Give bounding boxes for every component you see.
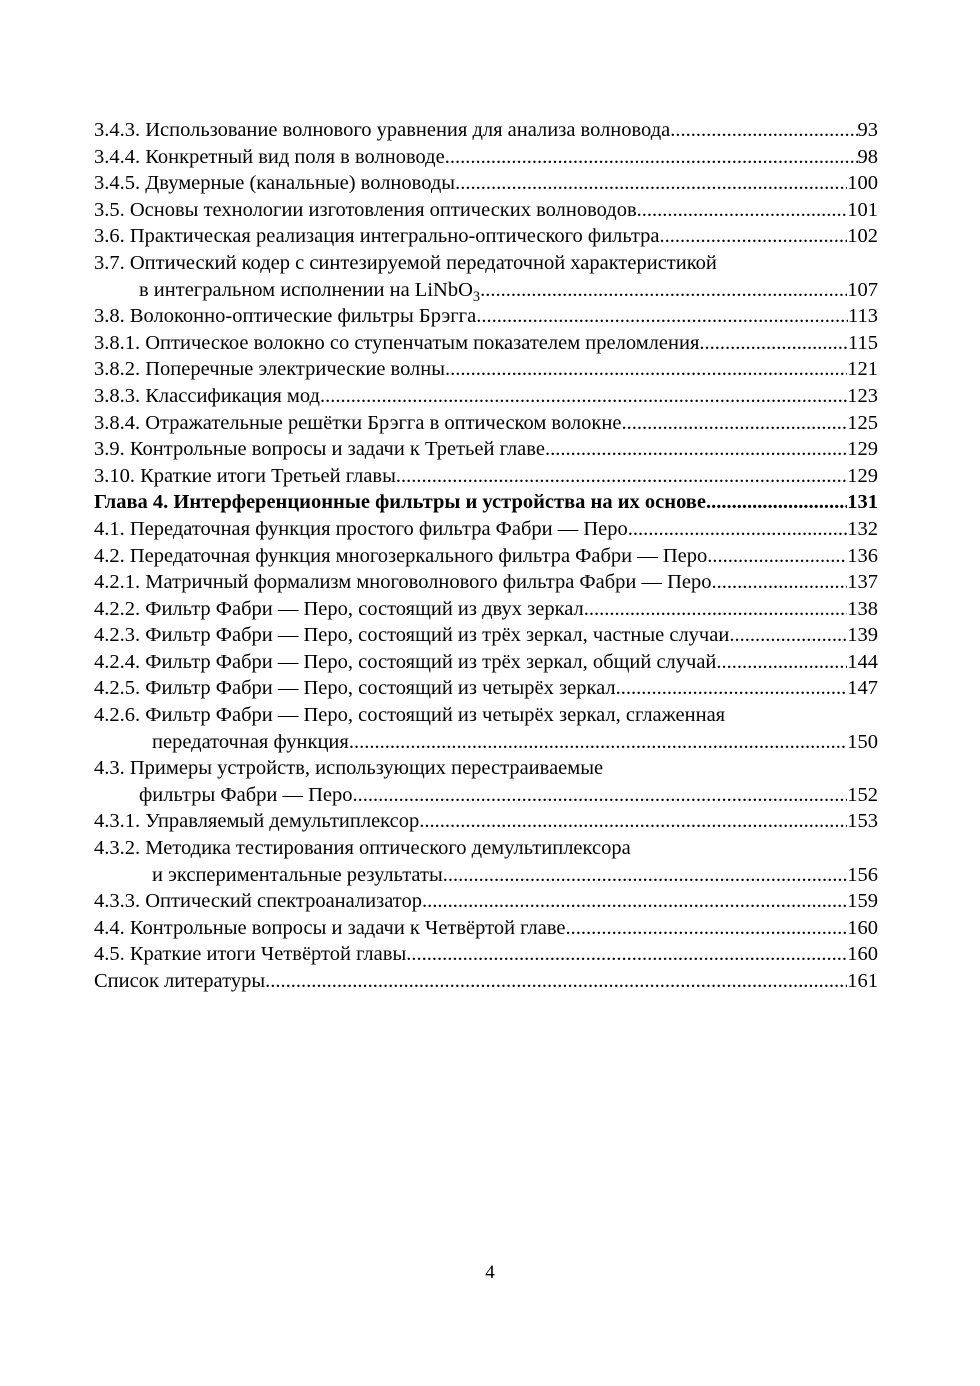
- toc-entry-page: 161: [847, 970, 878, 992]
- toc-entry-page: 102: [847, 225, 878, 248]
- toc-entry-continuation: [94, 782, 878, 809]
- table-of-contents: [94, 117, 878, 995]
- toc-leader-dots: [628, 516, 847, 543]
- toc-entry-continuation: [94, 729, 878, 756]
- toc-leader-dots: [396, 463, 847, 490]
- toc-entry: [94, 915, 878, 942]
- toc-entry-title: 4.3. Примеры устройств, использующих перестраиваемые: [94, 757, 604, 780]
- toc-entry: [94, 170, 878, 197]
- toc-entry: [94, 596, 878, 623]
- toc-entry-page: 153: [847, 810, 878, 833]
- toc-leader-dots: [265, 968, 847, 995]
- toc-entry: [94, 755, 878, 782]
- toc-entry: [94, 702, 878, 729]
- toc-leader-dots: [455, 170, 847, 197]
- toc-entry-page: 156: [847, 863, 878, 886]
- toc-entry-page: 137: [847, 571, 878, 594]
- toc-leader-dots: [320, 383, 847, 410]
- toc-entry: [94, 250, 878, 277]
- toc-entry: [94, 516, 878, 543]
- toc-leader-dots: [406, 941, 847, 968]
- toc-entry-title: 3.8.4. Отражательные решётки Брэгга в оптическом волокне: [94, 411, 622, 434]
- toc-entry-title: 4.2.5. Фильтр Фабри — Перо, состоящий из четырёх зеркал: [94, 677, 616, 700]
- toc-entry-title: 4.5. Краткие итоги Четвёртой главы: [94, 943, 407, 966]
- toc-entry-page: 121: [847, 358, 878, 381]
- toc-entry: [94, 356, 878, 383]
- toc-leader-dots: [584, 596, 847, 623]
- toc-entry: [94, 968, 878, 995]
- toc-entry: [94, 330, 878, 357]
- toc-entry-page: 113: [848, 305, 878, 328]
- toc-entry-page: 159: [847, 890, 878, 913]
- toc-entry-page: 147: [847, 677, 878, 700]
- toc-entry-page: 115: [848, 331, 878, 354]
- toc-entry-page: 150: [847, 730, 878, 753]
- toc-entry-page: 101: [847, 198, 878, 221]
- toc-leader-dots: [621, 410, 847, 437]
- toc-leader-dots: [707, 543, 847, 570]
- toc-entry-title: 4.2.4. Фильтр Фабри — Перо, состоящий из трёх зеркал, общий случай: [94, 650, 717, 673]
- toc-entry-page: 129: [847, 464, 878, 487]
- toc-leader-dots: [637, 197, 848, 224]
- toc-entry-title: 4.2.2. Фильтр Фабри — Перо, состоящий из двух зеркал: [94, 597, 584, 620]
- toc-entry: [94, 463, 878, 490]
- toc-entry-title: 4.3.3. Оптический спектроанализатор: [94, 890, 422, 913]
- toc-entry-title: 3.7. Оптический кодер с синтезируемой передаточной характеристикой: [94, 251, 717, 274]
- page-number: 4: [485, 1262, 495, 1283]
- toc-entry-title: 4.2.3. Фильтр Фабри — Перо, состоящий из трёх зеркал, частные случаи: [94, 624, 730, 647]
- toc-entry: [94, 383, 878, 410]
- toc-entry-page: 125: [847, 411, 878, 434]
- toc-entry-title: 3.8.3. Классификация мод: [94, 384, 320, 407]
- toc-entry-title: 3.4.5. Двумерные (канальные) волноводы: [94, 172, 456, 195]
- toc-entry-title: передаточная функция: [152, 730, 349, 753]
- toc-leader-dots: [616, 675, 848, 702]
- toc-entry-title: в интегральном исполнении на LiNbO$_3$: [139, 278, 481, 305]
- toc-entry: [94, 436, 878, 463]
- toc-leader-dots: [706, 489, 847, 516]
- toc-entry-title: и экспериментальные результаты: [152, 863, 443, 886]
- toc-entry-title: 4.2.6. Фильтр Фабри — Перо, состоящий из четырёх зеркал, сглаженная: [94, 704, 726, 727]
- toc-entry: [94, 675, 878, 702]
- toc-leader-dots: [443, 862, 848, 889]
- toc-entry-title: 3.8. Волоконно-оптические фильтры Брэгга: [94, 305, 477, 328]
- toc-entry-title: 3.4.3. Использование волнового уравнения для анализа волновода: [94, 119, 671, 141]
- toc-leader-dots: [699, 330, 848, 357]
- toc-leader-dots: [729, 622, 847, 649]
- toc-leader-dots: [660, 223, 848, 250]
- toc-entry: [94, 941, 878, 968]
- toc-entry-page: 152: [847, 783, 878, 806]
- toc-leader-dots: [712, 569, 848, 596]
- toc-chapter-heading: [94, 489, 878, 516]
- toc-entry: [94, 808, 878, 835]
- toc-leader-dots: [476, 303, 848, 330]
- toc-entry: [94, 117, 878, 144]
- toc-entry-page: 107: [847, 278, 878, 301]
- toc-leader-dots: [545, 436, 847, 463]
- toc-entry-title: 4.1. Передаточная функция простого фильтра Фабри — Перо: [94, 517, 628, 540]
- toc-entry-title: 4.2. Передаточная функция многозеркального фильтра Фабри — Перо: [94, 544, 708, 567]
- toc-entry-page: 100: [847, 172, 878, 195]
- toc-entry-page: 98: [857, 145, 878, 168]
- toc-entry-page: 132: [847, 517, 878, 540]
- toc-leader-dots: [419, 808, 847, 835]
- toc-entry-page: 138: [847, 597, 878, 620]
- toc-entry-page: 139: [847, 624, 878, 647]
- toc-entry-page: 160: [847, 943, 878, 966]
- toc-leader-dots: [566, 915, 848, 942]
- toc-entry-title: 3.10. Краткие итоги Третьей главы: [94, 464, 396, 487]
- toc-entry-title: 3.8.1. Оптическое волокно со ступенчатым показателем преломления: [94, 331, 700, 354]
- toc-entry-page: 144: [847, 650, 878, 673]
- toc-entry-page: 123: [847, 384, 878, 407]
- toc-entry-title: 3.6. Практическая реализация интегрально-оптического фильтра: [94, 225, 660, 248]
- toc-entry: [94, 622, 878, 649]
- toc-entry-title: Глава 4. Интерференционные фильтры и устройства на их основе: [94, 491, 706, 514]
- toc-entry: [94, 144, 878, 171]
- toc-entry-page: 136: [847, 544, 878, 567]
- toc-entry-title: 3.4.4. Конкретный вид поля в волноводе: [94, 145, 445, 168]
- toc-entry: [94, 888, 878, 915]
- toc-entry: [94, 835, 878, 862]
- toc-leader-dots: [445, 356, 847, 383]
- toc-entry-title: 3.8.2. Поперечные электрические волны: [94, 358, 446, 381]
- toc-entry: [94, 410, 878, 437]
- toc-entry-page: 93: [857, 119, 878, 141]
- toc-entry-page: 131: [847, 491, 878, 514]
- toc-entry: [94, 543, 878, 570]
- toc-leader-dots: [480, 277, 847, 304]
- toc-entry-title: 4.3.1. Управляемый демультиплексор: [94, 810, 420, 833]
- toc-leader-dots: [445, 144, 858, 171]
- toc-entry-title: 4.3.2. Методика тестирования оптического демультиплексора: [94, 837, 631, 860]
- toc-entry-continuation: [94, 862, 878, 889]
- toc-leader-dots: [349, 729, 847, 756]
- toc-entry-title: 4.4. Контрольные вопросы и задачи к Четвёртой главе: [94, 916, 566, 939]
- toc-entry-title: 3.9. Контрольные вопросы и задачи к Третьей главе: [94, 438, 545, 461]
- toc-entry-continuation: [94, 277, 878, 304]
- toc-leader-dots: [422, 888, 847, 915]
- toc-entry-title: Список литературы: [94, 970, 266, 992]
- toc-entry-title: фильтры Фабри — Перо: [139, 783, 353, 806]
- toc-entry: [94, 649, 878, 676]
- toc-entry-page: 160: [847, 916, 878, 939]
- toc-entry-title: 4.2.1. Матричный формализм многоволнового фильтра Фабри — Перо: [94, 571, 712, 594]
- toc-entry: [94, 569, 878, 596]
- toc-leader-dots: [716, 649, 847, 676]
- toc-entry-title: 3.5. Основы технологии изготовления оптических волноводов: [94, 198, 637, 221]
- toc-entry: [94, 197, 878, 224]
- toc-leader-dots: [670, 117, 857, 144]
- subscript-3: 3: [472, 288, 481, 305]
- toc-leader-dots: [353, 782, 848, 809]
- toc-entry-page: 129: [847, 438, 878, 461]
- toc-entry: [94, 223, 878, 250]
- toc-entry: [94, 303, 878, 330]
